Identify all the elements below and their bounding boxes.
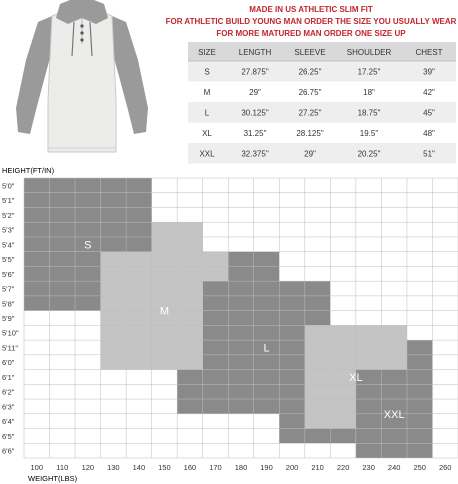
- table-row-stripe: [188, 61, 456, 82]
- table-value-cell: 30.125": [241, 108, 269, 118]
- table-value-cell: 45": [423, 108, 435, 118]
- banner-line-2: FOR ATHLETIC BUILD YOUNG MAN ORDER THE SIZE YOU USUALLY WEAR: [165, 17, 457, 26]
- y-tick-label: 6'2": [2, 387, 15, 397]
- table-value-cell: 39": [423, 67, 435, 77]
- x-tick-label: 140: [132, 463, 146, 472]
- table-value-cell: 32.375": [241, 149, 269, 159]
- table-value-cell: 20.25": [357, 149, 381, 159]
- x-tick-label: 250: [413, 463, 426, 472]
- hoodie-illustration: [16, 0, 148, 152]
- table-value-cell: 51": [423, 149, 435, 159]
- table-value-cell: 26.25": [298, 67, 322, 77]
- x-tick-label: 210: [311, 463, 324, 472]
- table-size-cell: S: [204, 67, 210, 77]
- table-size-cell: XXL: [199, 149, 215, 159]
- table-value-cell: 48": [423, 128, 435, 138]
- y-tick-label: 6'4": [2, 417, 15, 427]
- size-region-label: S: [84, 239, 92, 252]
- x-tick-label: 230: [362, 463, 375, 472]
- y-tick-label: 5'0": [2, 181, 15, 191]
- table-header-cell: SIZE: [198, 48, 216, 57]
- table-header-cell: SHOULDER: [346, 48, 392, 57]
- size-region-label: L: [263, 342, 270, 355]
- banner-line-3: FOR MORE MATURED MAN ORDER ONE SIZE UP: [216, 29, 406, 38]
- table-header-cell: LENGTH: [238, 48, 272, 57]
- table-value-cell: 26.75": [298, 87, 322, 97]
- y-tick-label: 5'8": [2, 299, 15, 309]
- y-tick-label: 6'5": [2, 431, 15, 441]
- x-tick-label: 150: [158, 463, 171, 472]
- table-value-cell: 31.25": [243, 128, 267, 138]
- table-value-cell: 18": [363, 87, 375, 97]
- y-tick-label: 6'3": [2, 402, 15, 412]
- table-value-cell: 29": [304, 149, 316, 159]
- banner-line-1: MADE IN US ATHLETIC SLIM FIT: [249, 5, 373, 14]
- table-value-cell: 19.5": [359, 128, 379, 138]
- table-header-cell: SLEEVE: [294, 48, 326, 57]
- x-tick-label: 240: [387, 463, 401, 472]
- table-value-cell: 29": [249, 87, 261, 97]
- size-region-label: M: [159, 305, 169, 318]
- size-region-label: XL: [349, 371, 363, 384]
- table-value-cell: 27.25": [298, 108, 322, 118]
- shirt-button-icon: [80, 38, 83, 41]
- height-weight-chart: [2, 166, 458, 483]
- table-row-stripe: [188, 102, 456, 123]
- y-tick-label: 5'6": [2, 269, 15, 279]
- x-tick-label: 190: [260, 463, 273, 472]
- table-value-cell: 28.125": [296, 128, 324, 138]
- table-value-cell: 27.875": [241, 67, 269, 77]
- table-value-cell: 17.25": [357, 67, 381, 77]
- x-tick-label: 120: [81, 463, 95, 472]
- y-tick-label: 5'10": [2, 328, 19, 338]
- size-region-label: XXL: [383, 408, 405, 421]
- table-header-cell: CHEST: [415, 48, 443, 57]
- shirt-right-sleeve: [112, 16, 148, 134]
- shirt-left-sleeve: [16, 16, 52, 134]
- x-tick-label: 110: [56, 463, 69, 472]
- y-tick-label: 5'9": [2, 314, 15, 323]
- y-tick-label: 6'0": [2, 358, 15, 368]
- table-value-cell: 18.75": [357, 108, 381, 118]
- x-tick-label: 220: [336, 463, 350, 472]
- x-tick-label: 170: [209, 463, 222, 472]
- y-axis-label: HEIGHT(FT/IN): [2, 166, 55, 175]
- y-tick-label: 5'2": [2, 210, 15, 220]
- table-size-cell: L: [204, 108, 210, 118]
- x-axis-label: WEIGHT(LBS): [28, 474, 78, 483]
- y-tick-label: 5'4": [2, 240, 15, 250]
- y-tick-label: 5'7": [2, 284, 15, 294]
- x-tick-label: 100: [30, 463, 44, 472]
- y-tick-label: 5'11": [2, 343, 19, 353]
- y-tick-label: 5'5": [2, 255, 15, 265]
- x-axis-ticks: [31, 463, 452, 472]
- x-tick-label: 130: [107, 463, 120, 472]
- table-size-cell: M: [203, 87, 211, 97]
- table-value-cell: 42": [423, 87, 435, 97]
- x-tick-label: 160: [183, 463, 197, 472]
- size-table: [188, 42, 456, 164]
- x-tick-label: 260: [438, 463, 452, 472]
- shirt-button-icon: [80, 31, 83, 34]
- y-tick-label: 6'6": [2, 446, 15, 456]
- y-tick-label: 5'1": [2, 196, 15, 206]
- y-tick-label: 5'3": [2, 225, 15, 235]
- y-tick-label: 6'1": [2, 372, 15, 382]
- y-axis-ticks: [2, 181, 19, 455]
- table-size-cell: XL: [202, 128, 212, 138]
- x-tick-label: 200: [285, 463, 299, 472]
- table-row-stripe: [188, 143, 456, 164]
- x-tick-label: 180: [234, 463, 248, 472]
- shirt-button-icon: [80, 24, 83, 27]
